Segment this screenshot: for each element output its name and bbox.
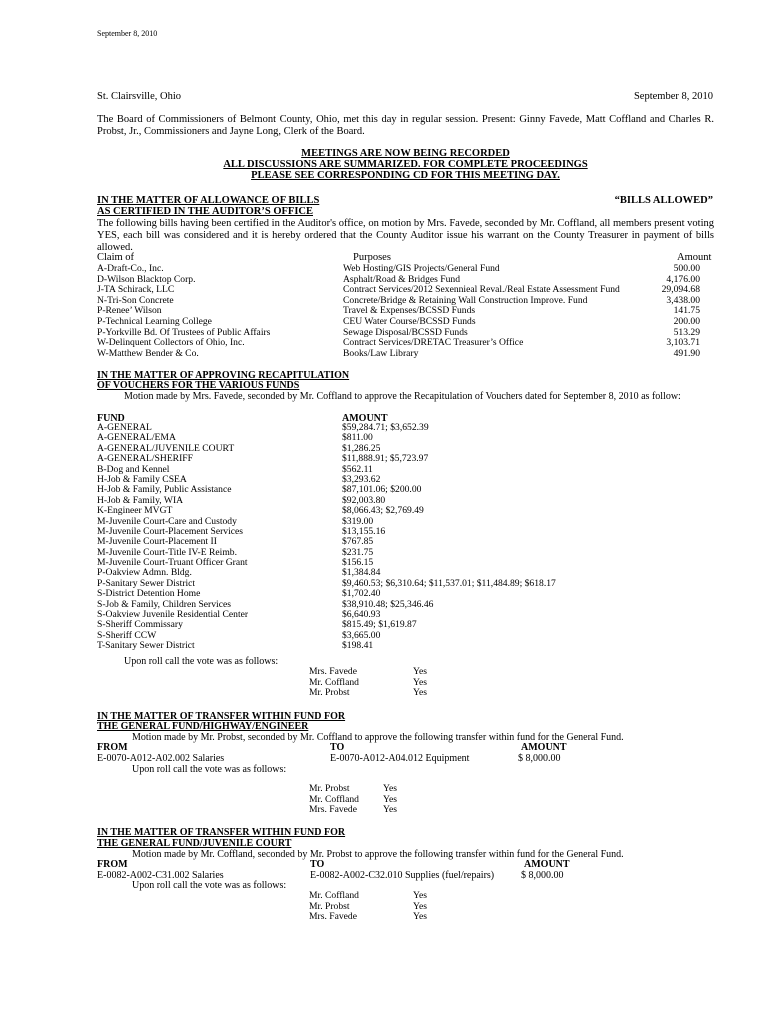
recap-fund: S-Sheriff CCW bbox=[97, 629, 157, 641]
bills-claim: A-Draft-Co., Inc. bbox=[97, 263, 164, 274]
recap-amount: $59,284.71; $3,652.39 bbox=[342, 422, 429, 433]
bills-purpose: Travel & Expenses/BCSSD Funds bbox=[343, 305, 476, 317]
recap-amount: $156.15 bbox=[342, 557, 374, 569]
transfer2-from: E-0082-A002-C31.002 Salaries bbox=[97, 870, 224, 881]
recap-amount: $6,640.93 bbox=[342, 609, 381, 621]
bills-claim: D-Wilson Blacktop Corp. bbox=[97, 273, 196, 285]
bills-purpose: CEU Water Course/BCSSD Funds bbox=[343, 315, 476, 327]
bills-amount: 491.90 bbox=[673, 347, 700, 359]
vote-row bbox=[309, 805, 509, 816]
transfer1-heading-1: IN THE MATTER OF TRANSFER WITHIN FUND FOR bbox=[97, 711, 346, 722]
bills-table-body bbox=[97, 264, 714, 359]
recap-paragraph: Motion made by Mrs. Favede, seconded by Mr. Coffland to approve the Recapitulation of Vouchers dated for September 8, 2010 as follow: bbox=[124, 391, 681, 402]
recap-fund: M-Juvenile Court-Title IV-E Reimb. bbox=[97, 546, 237, 558]
voter-name: Mr. Probst bbox=[309, 900, 350, 912]
bills-amount: 29,094.68 bbox=[661, 284, 700, 296]
recap-amount: $562.11 bbox=[342, 463, 373, 475]
notice-line-2: ALL DISCUSSIONS ARE SUMMARIZED. FOR COMPLETE PROCEEDINGS bbox=[223, 159, 588, 170]
voter-name: Mrs. Favede bbox=[309, 911, 357, 923]
transfer2-votes bbox=[309, 891, 509, 923]
recap-amount: $1,384.84 bbox=[342, 567, 381, 579]
recap-heading-1: IN THE MATTER OF APPROVING RECAPITULATION bbox=[97, 370, 350, 381]
recap-fund: A-GENERAL/SHERIFF bbox=[97, 453, 193, 465]
recap-amount: $811.00 bbox=[342, 432, 373, 444]
recap-fund: P-Sanitary Sewer District bbox=[97, 577, 196, 589]
notice-line-1: MEETINGS ARE NOW BEING RECORDED bbox=[301, 148, 510, 159]
vote-value: Yes bbox=[413, 900, 427, 912]
transfer2-heading-2: THE GENERAL FUND/JUVENILE COURT bbox=[97, 838, 292, 849]
voter-name: Mr. Coffland bbox=[309, 793, 359, 805]
recap-row bbox=[97, 485, 714, 495]
bills-paragraph: The following bills having been certified in the Auditor's office, on motion by Mrs. Favede, seconded by Mr. Coffland, all members present voting YES, each bill was considered and it is hereby ordered that the County Auditor issue his warrant on the County Treasurer in payment of bills allowed. bbox=[97, 218, 714, 253]
vote-row bbox=[309, 688, 509, 699]
recap-col-amount: AMOUNT bbox=[342, 413, 388, 424]
recap-heading-2: OF VOUCHERS FOR THE VARIOUS FUNDS bbox=[97, 380, 300, 391]
recap-amount: $231.75 bbox=[342, 546, 374, 558]
bills-purpose: Contract Services/2012 Sexennieal Reval./Real Estate Assessment Fund bbox=[343, 284, 620, 296]
bills-claim: W-Delinquent Collectors of Ohio, Inc. bbox=[97, 337, 245, 349]
recap-amount: $3,665.00 bbox=[342, 629, 381, 641]
recap-amount: $8,066.43; $2,769.49 bbox=[342, 505, 424, 517]
recap-fund: P-Oakview Admn. Bldg. bbox=[97, 567, 192, 579]
recap-fund: M-Juvenile Court-Placement II bbox=[97, 536, 217, 548]
recap-amount: $87,101.06; $200.00 bbox=[342, 484, 422, 496]
recap-fund: S-Sheriff Commissary bbox=[97, 619, 183, 631]
recap-table-body bbox=[97, 423, 714, 652]
bills-claim: P-Renee’ Wilson bbox=[97, 305, 162, 317]
vote-value: Yes bbox=[413, 666, 427, 677]
bills-amount: 513.29 bbox=[673, 326, 700, 338]
recap-row bbox=[97, 641, 714, 651]
bills-heading-1: IN THE MATTER OF ALLOWANCE OF BILLS bbox=[97, 195, 320, 206]
transfer2-col-from: FROM bbox=[97, 859, 128, 870]
notice-line-3: PLEASE SEE CORRESPONDING CD FOR THIS MEETING DAY. bbox=[251, 170, 560, 181]
bills-row bbox=[97, 317, 714, 328]
bills-row bbox=[97, 349, 714, 360]
bills-purpose: Sewage Disposal/BCSSD Funds bbox=[343, 326, 468, 338]
meeting-date bbox=[560, 91, 713, 103]
bills-allowed-text: “BILLS ALLOWED” bbox=[614, 195, 713, 206]
vote-row bbox=[309, 784, 509, 795]
bills-heading-2: AS CERTIFIED IN THE AUDITOR’S OFFICE bbox=[97, 206, 313, 217]
transfer1-col-from: FROM bbox=[97, 742, 128, 753]
bills-claim: P-Technical Learning College bbox=[97, 315, 212, 327]
recap-fund: M-Juvenile Court-Care and Custody bbox=[97, 515, 237, 527]
bills-amount: 4,176.00 bbox=[666, 273, 700, 285]
transfer1-amount: $ 8,000.00 bbox=[518, 753, 561, 764]
bills-allowed-label bbox=[560, 195, 713, 207]
transfer1-rollcall: Upon roll call the vote was as follows: bbox=[132, 764, 287, 775]
recap-row bbox=[97, 465, 714, 475]
transfer2-rollcall: Upon roll call the vote was as follows: bbox=[132, 880, 287, 891]
recap-fund: S-District Detention Home bbox=[97, 588, 201, 600]
recap-amount: $9,460.53; $6,310.64; $11,537.01; $11,484.89; $618.17 bbox=[342, 577, 556, 589]
bills-purpose: Books/Law Library bbox=[343, 347, 419, 359]
recap-fund: H-Job & Family, Public Assistance bbox=[97, 484, 232, 496]
bills-purpose: Contract Services/DRETAC Treasurer’s Office bbox=[343, 337, 524, 349]
vote-value: Yes bbox=[383, 804, 397, 816]
recap-fund: B-Dog and Kennel bbox=[97, 463, 170, 475]
transfer1-to: E-0070-A012-A04.012 Equipment bbox=[330, 753, 470, 764]
col-claim-of: Claim of bbox=[97, 252, 135, 263]
recap-fund: K-Engineer MVGT bbox=[97, 505, 173, 517]
recap-fund: H-Job & Family CSEA bbox=[97, 473, 187, 485]
vote-row bbox=[309, 912, 509, 923]
recap-fund: A-GENERAL/EMA bbox=[97, 432, 176, 444]
bills-claim: P-Yorkville Bd. Of Trustees of Public Affairs bbox=[97, 326, 271, 338]
bills-row bbox=[97, 264, 714, 275]
vote-row bbox=[309, 891, 509, 902]
recap-fund: H-Job & Family, WIA bbox=[97, 494, 184, 506]
col-purposes: Purposes bbox=[353, 252, 391, 263]
bills-amount: 3,438.00 bbox=[666, 294, 700, 306]
recap-amount: $3,293.62 bbox=[342, 473, 381, 485]
vote-value: Yes bbox=[383, 783, 397, 794]
recap-amount: $92,003.80 bbox=[342, 494, 386, 506]
transfer2-heading-1: IN THE MATTER OF TRANSFER WITHIN FUND FOR bbox=[97, 827, 346, 838]
voter-name: Mr. Coffland bbox=[309, 890, 359, 901]
recap-fund: A-GENERAL bbox=[97, 422, 152, 433]
bills-amount: 500.00 bbox=[673, 263, 700, 274]
page-header-date: September 8, 2010 bbox=[97, 29, 158, 38]
recap-fund: M-Juvenile Court-Truant Officer Grant bbox=[97, 557, 248, 569]
transfer1-heading-2: THE GENERAL FUND/HIGHWAY/ENGINEER bbox=[97, 721, 309, 732]
vote-row bbox=[309, 667, 509, 678]
recap-votes bbox=[309, 667, 509, 699]
recap-fund: S-Oakview Juvenile Residential Center bbox=[97, 609, 249, 621]
bills-claim: J-TA Schirack, LLC bbox=[97, 284, 175, 296]
transfer2-to: E-0082-A002-C32.010 Supplies (fuel/repairs) bbox=[310, 870, 495, 881]
bills-purpose: Web Hosting/GIS Projects/General Fund bbox=[343, 263, 500, 274]
vote-value: Yes bbox=[413, 890, 427, 901]
col-amount: Amount bbox=[677, 252, 712, 263]
recap-amount: $319.00 bbox=[342, 515, 374, 527]
recap-amount: $38,910.48; $25,346.46 bbox=[342, 598, 434, 610]
bills-purpose: Concrete/Bridge & Retaining Wall Construction Improve. Fund bbox=[343, 294, 588, 306]
meeting-place: St. Clairsville, Ohio bbox=[97, 91, 181, 102]
recap-col-fund: FUND bbox=[97, 413, 125, 424]
voter-name: Mr. Probst bbox=[309, 687, 350, 699]
meeting-date-text: September 8, 2010 bbox=[633, 91, 713, 102]
vote-value: Yes bbox=[413, 676, 427, 688]
transfer2-paragraph: Motion made by Mr. Coffland, seconded by Mr. Probst to approve the following transfer within fund for the General Fund. bbox=[132, 849, 624, 860]
recap-row bbox=[97, 423, 714, 433]
bills-amount: 200.00 bbox=[673, 315, 700, 327]
recap-amount: $13,155.16 bbox=[342, 525, 386, 537]
voter-name: Mrs. Favede bbox=[309, 804, 357, 816]
recap-fund: S-Job & Family, Children Services bbox=[97, 598, 231, 610]
recap-row bbox=[97, 454, 714, 464]
recap-amount: $1,286.25 bbox=[342, 442, 381, 454]
recap-amount: $815.49; $1,619.87 bbox=[342, 619, 417, 631]
recap-row bbox=[97, 620, 714, 630]
recap-amount: $1,702.40 bbox=[342, 588, 381, 600]
transfer1-paragraph: Motion made by Mr. Probst, seconded by Mr. Coffland to approve the following transfer within fund for the General Fund. bbox=[132, 732, 624, 743]
transfer2-col-amount: AMOUNT bbox=[524, 859, 570, 870]
transfer1-votes bbox=[309, 784, 509, 816]
recap-fund: M-Juvenile Court-Placement Services bbox=[97, 525, 244, 537]
transfer2-amount: $ 8,000.00 bbox=[521, 870, 564, 881]
vote-value: Yes bbox=[413, 911, 427, 923]
bills-amount: 3,103.71 bbox=[666, 337, 700, 349]
intro-paragraph: The Board of Commissioners of Belmont County, Ohio, met this day in regular session. Present: Ginny Favede, Matt Coffland and Charles R. Probst, Jr., Commissioners and Jayne Long, Clerk of the Board. bbox=[97, 114, 714, 137]
bills-claim: N-Tri-Son Concrete bbox=[97, 294, 174, 306]
bills-purpose: Asphalt/Road & Bridges Fund bbox=[343, 273, 460, 285]
recap-fund: A-GENERAL/JUVENILE COURT bbox=[97, 442, 235, 454]
transfer1-from: E-0070-A012-A02.002 Salaries bbox=[97, 753, 225, 764]
recap-amount: $198.41 bbox=[342, 640, 374, 652]
voter-name: Mrs. Favede bbox=[309, 666, 357, 677]
vote-value: Yes bbox=[413, 687, 427, 699]
vote-value: Yes bbox=[383, 793, 397, 805]
voter-name: Mr. Probst bbox=[309, 783, 350, 794]
recap-amount: $767.85 bbox=[342, 536, 374, 548]
recap-rollcall: Upon roll call the vote was as follows: bbox=[124, 656, 279, 667]
transfer1-col-amount: AMOUNT bbox=[521, 742, 567, 753]
transfer2-col-to: TO bbox=[310, 859, 325, 870]
recap-amount: $11,888.91; $5,723.97 bbox=[342, 453, 429, 465]
recap-row bbox=[97, 506, 714, 516]
recap-fund: T-Sanitary Sewer District bbox=[97, 640, 195, 652]
voter-name: Mr. Coffland bbox=[309, 676, 359, 688]
transfer1-col-to: TO bbox=[330, 742, 345, 753]
bills-claim: W-Matthew Bender & Co. bbox=[97, 347, 199, 359]
bills-amount: 141.75 bbox=[673, 305, 700, 317]
